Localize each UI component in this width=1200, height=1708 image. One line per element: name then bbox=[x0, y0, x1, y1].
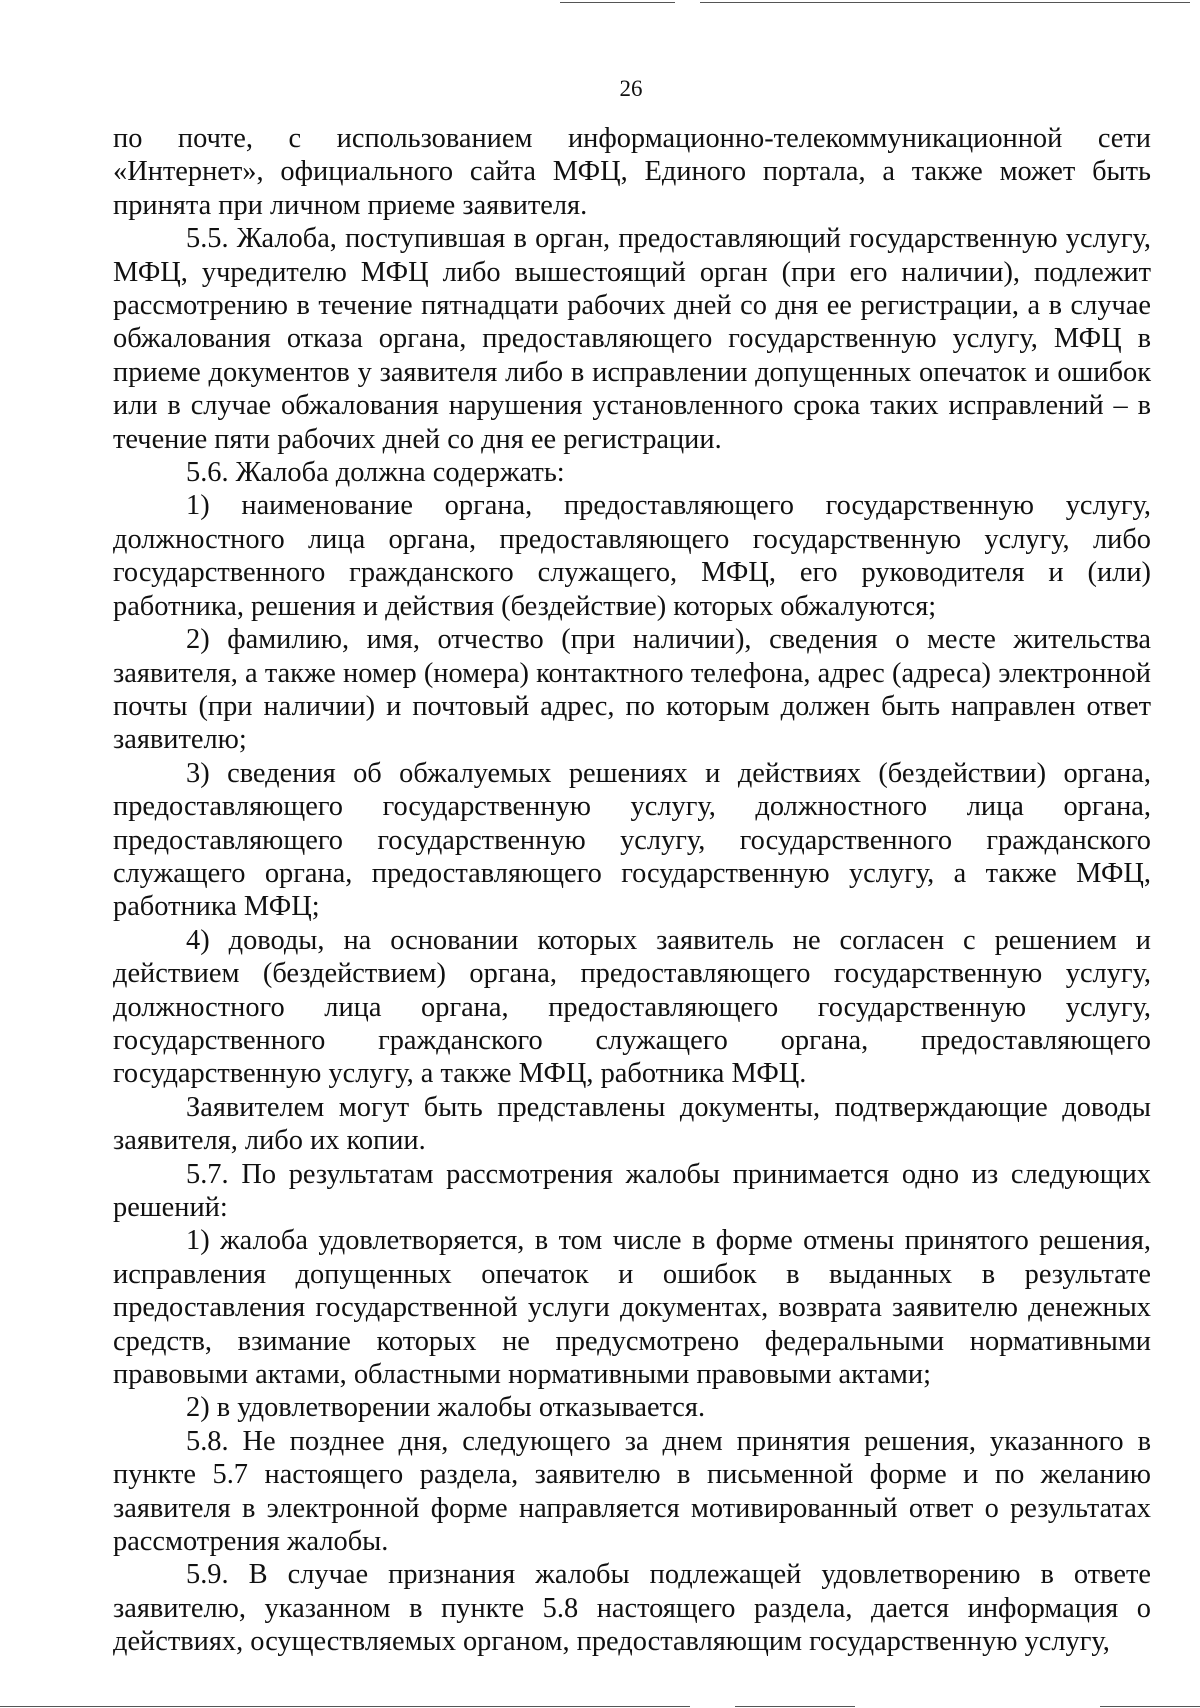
top-scan-edge-right bbox=[700, 2, 1190, 3]
bottom-scan-edge-right bbox=[1100, 1706, 1200, 1707]
paragraph: 1) жалоба удовлетворяется, в том числе в форме отмены принятого решения, исправления допущенных опечаток и ошибок в выданных в результате предоставления государственной услуги документах, возврата заявителю денежных средств, взимание которых не предусмотрено федеральными нормативными правовыми актами, областными нормативными правовыми актами; bbox=[113, 1225, 1151, 1391]
paragraph: 4) доводы, на основании которых заявитель не согласен с решением и действием (бездействием) органа, предоставляющего государственную услугу, должностного лица органа, предоставляющего государственную услугу, государственного гражданского служащего органа, предоставляющего государственную услугу, а также МФЦ, работника МФЦ. bbox=[113, 924, 1151, 1090]
bottom-scan-edge-mid bbox=[735, 1706, 855, 1707]
paragraph: 5.8. Не позднее дня, следующего за днем принятия решения, указанного в пункте 5.7 настоящего раздела, заявителю в письменной форме и по желанию заявителя в электронной форме направляется мотивированный ответ о результатах рассмотрения жалобы. bbox=[113, 1425, 1151, 1558]
paragraph: Заявителем могут быть представлены документы, подтверждающие доводы заявителя, либо их копии. bbox=[113, 1091, 1151, 1157]
document-body bbox=[113, 122, 1151, 1659]
paragraph: 5.6. Жалоба должна содержать: bbox=[186, 457, 565, 489]
top-scan-edge bbox=[560, 2, 675, 3]
paragraph: 2) фамилию, имя, отчество (при наличии), сведения о месте жительства заявителя, а также номер (номера) контактного телефона, адрес (адреса) электронной почты (при наличии) и почтовый адрес, по которым должен быть направлен ответ заявителю; bbox=[113, 624, 1151, 756]
paragraph: по почте, с использованием информационно-телекоммуникационной сети «Интернет», официального сайта МФЦ, Единого портала, а также может быть принята при личном приеме заявителя. bbox=[113, 123, 1151, 221]
paragraph: 2) в удовлетворении жалобы отказывается. bbox=[186, 1392, 706, 1424]
paragraph: 5.9. В случае признания жалобы подлежащей удовлетворению в ответе заявителю, указанном в пункте 5.8 настоящего раздела, дается информация о действиях, осуществляемых органом, предоставляющим государственную услугу, bbox=[113, 1559, 1151, 1658]
paragraph: 3) сведения об обжалуемых решениях и действиях (бездействии) органа, предоставляющего государственную услугу, должностного лица органа, предоставляющего государственную услугу, государственного гражданского служащего органа, предоставляющего государственную услугу, а также МФЦ, работника МФЦ; bbox=[113, 757, 1151, 923]
bottom-scan-edge bbox=[0, 1706, 690, 1707]
page-number: 26 bbox=[619, 76, 643, 101]
paragraph: 5.7. По результатам рассмотрения жалобы принимается одно из следующих решений: bbox=[113, 1158, 1151, 1223]
paragraph: 1) наименование органа, предоставляющего государственную услугу, должностного лица органа, предоставляющего государственную услугу, либо государственного гражданского служащего, МФЦ, его руководителя и (или) работника, решения и действия (бездействие) которых обжалуются; bbox=[113, 490, 1151, 622]
paragraph: 5.5. Жалоба, поступившая в орган, предоставляющий государственную услугу, МФЦ, учредителю МФЦ либо вышестоящий орган (при его наличии), подлежит рассмотрению в течение пятнадцати рабочих дней со дня ее регистрации, а в случае обжалования отказа органа, предоставляющего государственную услугу, МФЦ в приеме документов у заявителя либо в исправлении допущенных опечаток и ошибок или в случае обжалования нарушения установленного срока таких исправлений – в течение пяти рабочих дней со дня ее регистрации. bbox=[113, 223, 1151, 455]
